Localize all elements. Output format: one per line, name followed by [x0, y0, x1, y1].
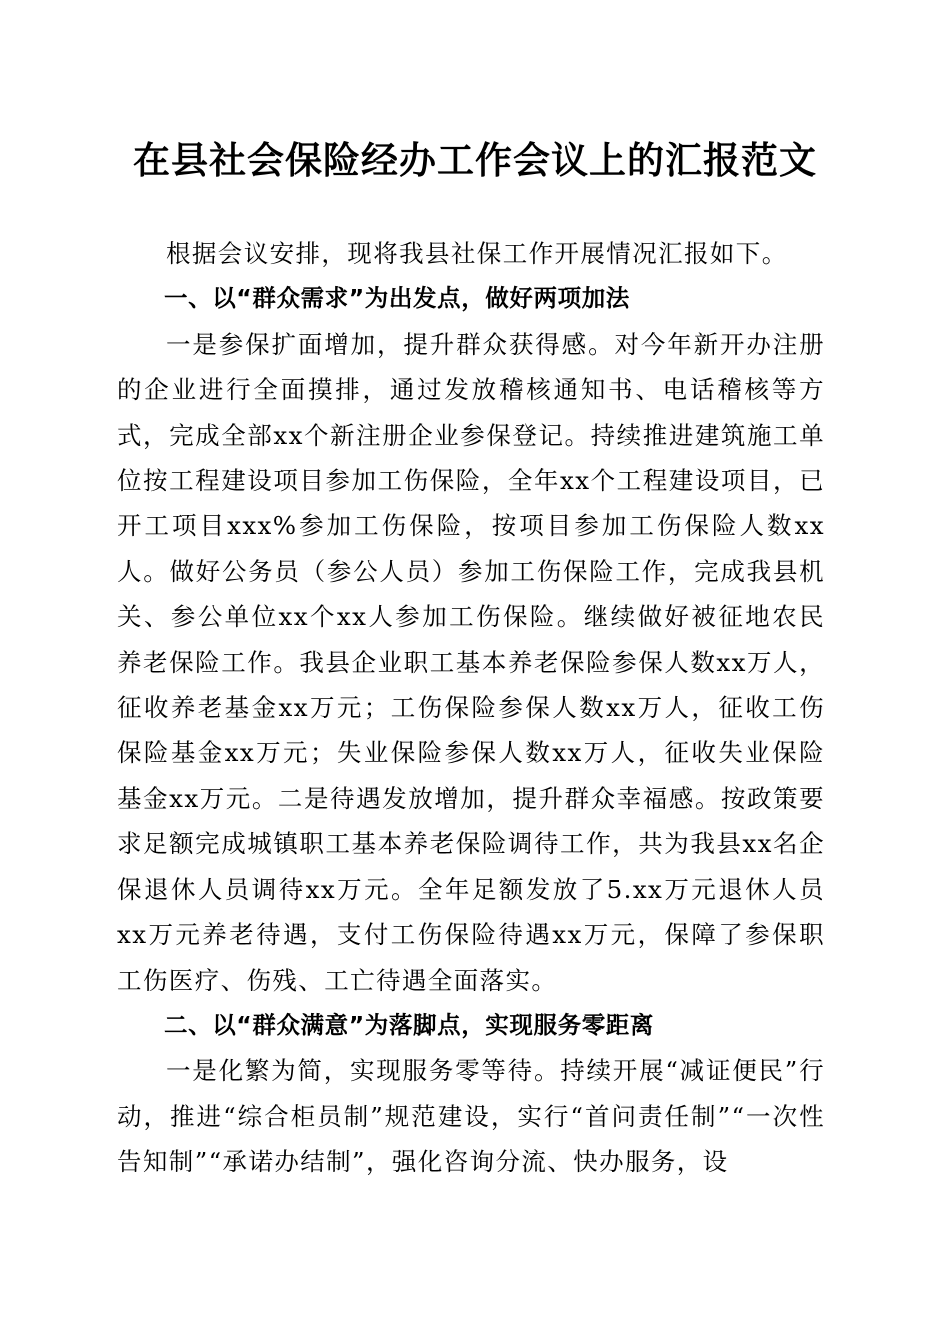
- intro-paragraph: 根据会议安排，现将我县社保工作开展情况汇报如下。: [166, 239, 788, 268]
- section-1-heading: 一、以“群众需求”为出发点，做好两项加法: [164, 284, 630, 313]
- document-title: 在县社会保险经办工作会议上的汇报范文: [133, 138, 817, 182]
- section-1-paragraph: 一是参保扩面增加，提升群众获得感。对今年新开办注册的企业进行全面摸排，通过发放稽核通知书、电话稽核等方式，完成全部xx个新注册企业参保登记。持续推进建筑施工单位按工程建设项目参加工伤保险，全年xx个工程建设项目，已开工项目xxx%参加工伤保险，按项目参加工伤保险人数xx人。做好公务员（参公人员）参加工伤保险工作，完成我县机关、参公单位xx个xx人参加工伤保险。继续做好被征地农民养老保险工作。我县企业职工基本养老保险参保人数xx万人，征收养老基金xx万元；工伤保险参保人数xx万人，征收工伤保险基金xx万元；失业保险参保人数xx万人，征收失业保险基金xx万元。二是待遇发放增加，提升群众幸福感。按政策要求足额完成城镇职工基本养老保险调待工作，共为我县xx名企保退休人员调待xx万元。全年足额发放了5.xx万元退休人员xx万元养老待遇，支付工伤保险待遇xx万元，保障了参保职工伤医疗、伤残、工亡待遇全面落实。: [117, 329, 825, 995]
- section-2-heading: 二、以“群众满意”为落脚点，实现服务零距离: [164, 1010, 654, 1039]
- section-2-paragraph: 一是化繁为简，实现服务零等待。持续开展“减证便民”行动，推进“综合柜员制”规范建设，实行“首问责任制”“一次性告知制”“承诺办结制”，强化咨询分流、快办服务，设: [117, 1056, 825, 1177]
- document-body: [117, 231, 825, 1185]
